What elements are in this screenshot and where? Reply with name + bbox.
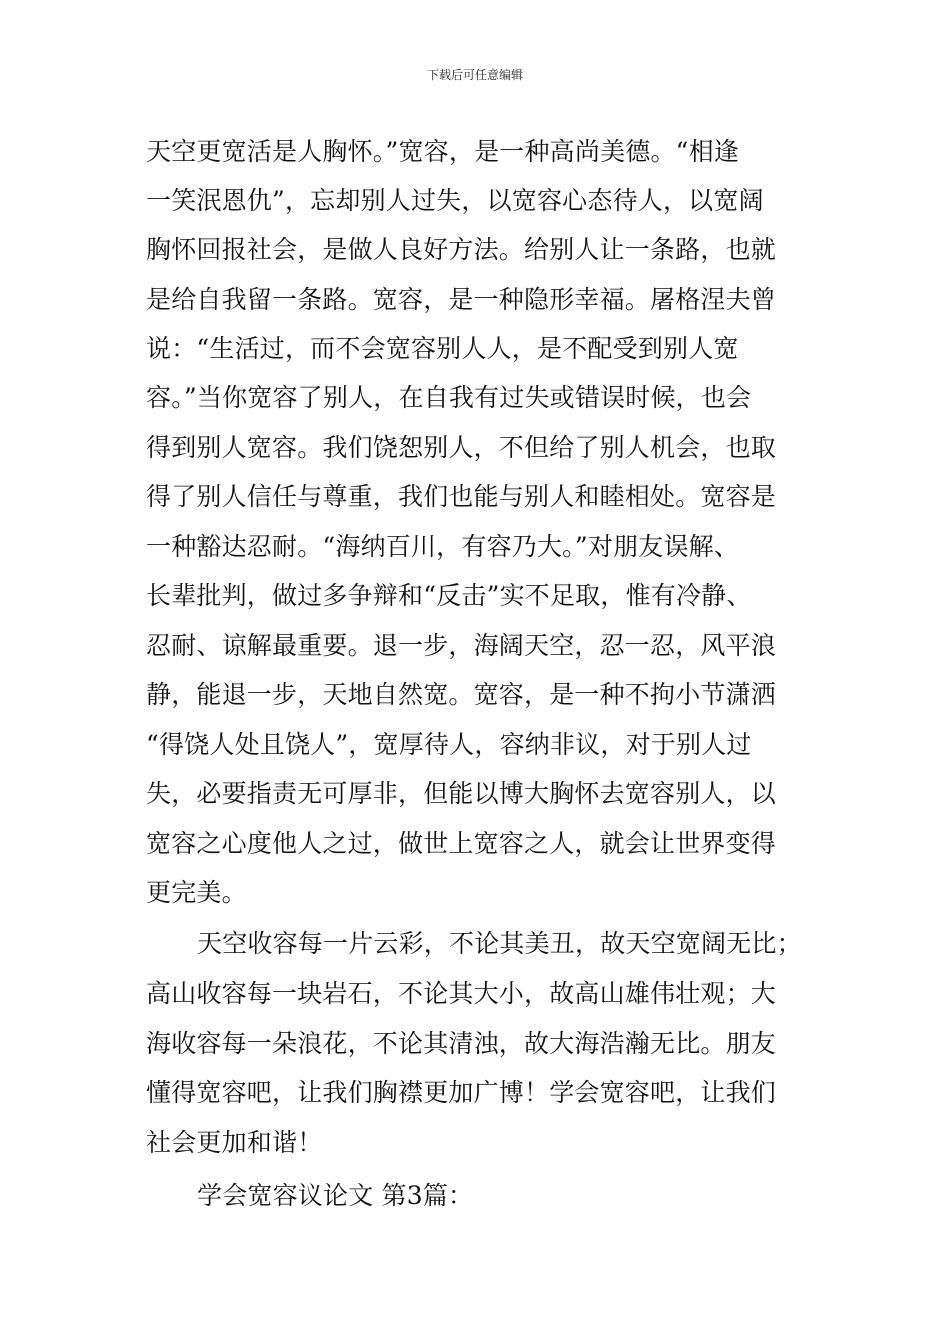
body-line: 忍耐、谅解最重要。退一步，海阔天空，忍一忍，风平浪 [146,631,777,660]
body-line: 宽容之心度他人之过，做世上宽容之人，就会让世界变得 [146,829,777,858]
page-header: 下载后可任意编辑 [426,68,523,82]
body-line: “得饶人处且饶人”，宽厚待人，容纳非议，对于别人过 [146,730,752,759]
body-line: 是给自我留一条路。宽容，是一种隐形幸福。屠格涅夫曾 [146,285,777,314]
body-line: 得了别人信任与尊重，我们也能与别人和睦相处。宽容是 [146,482,777,511]
body-line: 高山收容每一块岩石，不论其大小，故高山雄伟壮观；大 [146,979,777,1008]
body-line: 胸怀回报社会，是做人良好方法。给别人让一条路，也就 [146,235,777,264]
body-line: 失，必要指责无可厚非，但能以博大胸怀去宽容别人，以 [146,779,777,808]
body-line: 天空更宽活是人胸怀。”宽容，是一种高尚美德。“相逢 [146,137,740,166]
body-line: 静，能退一步，天地自然宽。宽容，是一种不拘小节潇洒 [146,680,777,709]
body-line: 一种豁达忍耐。“海纳百川，有容乃大。”对朋友误解、 [146,532,740,561]
body-line: 容。”当你宽容了别人，在自我有过失或错误时候，也会 [146,383,752,412]
body-line: 长辈批判，做过多争辩和“反击”实不足取，惟有冷静、 [146,581,752,610]
body-line: 更完美。 [146,878,247,907]
body-line: 懂得宽容吧，让我们胸襟更加广博！学会宽容吧，让我们 [146,1078,777,1107]
body-line: 得到别人宽容。我们饶恕别人，不但给了别人机会，也取 [146,433,777,462]
body-line: 社会更加和谐！ [146,1128,323,1157]
body-line: 一笑泯恩仇”，忘却别人过失，以宽容心态待人，以宽阔 [146,186,764,215]
body-line: 天空收容每一片云彩，不论其美丑，故天空宽阔无比； [197,929,802,958]
body-line: 海收容每一朵浪花，不论其清浊，故大海浩瀚无比。朋友 [146,1029,777,1058]
section-heading: 学会宽容议论文 第3篇： [197,1181,474,1210]
body-line: 说：“生活过，而不会宽容别人人，是不配受到别人宽 [146,334,739,363]
